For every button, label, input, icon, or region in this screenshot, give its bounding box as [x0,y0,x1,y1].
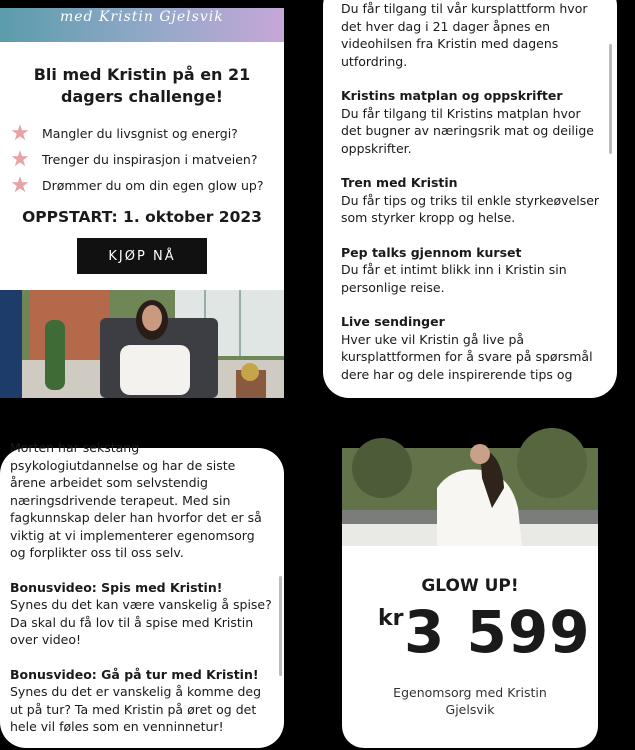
content-section [341,174,605,227]
package-description: Egenomsorg med Kristin Gjelsvik [393,685,547,717]
package-title: GLOW UP! [421,576,519,596]
section-title: Bonusvideo: Gå på tur med Kristin! [10,666,259,682]
benefit-text: Mangler du livsgnist og energi? [42,125,238,141]
section-title: Kristins matplan og oppskrifter [341,88,563,103]
course-intro: Du får tilgang til vår kursplattform hvor det hver dag i 21 dager åpnes en videohilsen fra Kristin med dagens utfordring. [341,1,588,69]
benefit-text: Trenger du inspirasjon i matveien? [42,151,258,167]
section-title: Tren med Kristin [341,175,458,190]
list-item [6,172,284,198]
content-section [341,87,605,157]
star-icon: ★ [10,120,30,146]
price-amount: 3 599 [404,598,591,666]
brand-banner [0,8,284,42]
content-section [10,666,272,736]
section-body: Du får et intimt blikk inn i Kristin sin personlige reise. [341,262,567,295]
section-body: Synes du det kan være vanskelig å spise? Da skal du få lov til å spise med Kristin over video! [10,597,272,647]
section-title: Pep talks gjennom kurset [341,244,522,260]
bonus-content-scroll[interactable] [0,439,284,736]
content-section [341,244,605,297]
expert-intro-top: Morten har sekstang [10,440,140,455]
list-item [6,146,284,172]
section-body: Du får tips og triks til enkle styrkeøvelser som styrker kropp og helse. [341,192,600,225]
photo-illustration [0,290,284,398]
price [342,598,598,670]
course-content-card[interactable] [323,0,617,398]
section-body: Du får tilgang til Kristins matplan hvor det bugner av næringsrik mat og deilige oppskrifter. [341,105,594,156]
challenge-heading: Bli med Kristin på en 21 dagers challenge! [33,65,251,106]
brand-script-text: med Kristin Gjelsvik [60,9,224,25]
expert-intro-text: psykologiutdannelse og har de siste årene arbeidet som selvstendig næringsdrivende terapeut. Med sin fagkunnskap deler han hvorfor det er så viktig at vi implementerer egenomsorg og forplikter oss til oss selv. [10,457,262,560]
scrollbar[interactable] [609,44,612,154]
kristin-photo [0,290,284,398]
bonus-content-card[interactable] [0,440,284,748]
course-content-scroll[interactable] [323,0,617,383]
star-icon: ★ [10,146,30,172]
scrollbar[interactable] [279,576,282,676]
section-body: Hver uke vil Kristin gå live på kursplattformen for å svare på spørsmål dere har og dele inspirerende tips og [341,331,593,382]
content-section [10,579,272,649]
pricing-card [342,448,598,748]
section-body: Synes du det er vanskelig å komme deg ut på tur? Ta med Kristin på øret og det hele vil føles som en venninnetur! [10,684,262,734]
buy-now-button[interactable]: KJØP NÅ [77,238,207,274]
section-title: Bonusvideo: Spis med Kristin! [10,579,223,595]
currency-label: kr [378,606,404,631]
benefit-text: Drømmer du om din egen glow up? [42,177,264,193]
benefit-list [0,120,284,198]
expert-intro [10,439,272,562]
content-section [341,313,605,383]
challenge-intro-card [0,8,284,398]
star-icon: ★ [10,172,30,198]
list-item [6,120,284,146]
start-date: OPPSTART: 1. oktober 2023 [22,208,262,226]
photo-illustration [342,448,598,546]
section-title: Live sendinger [341,314,445,329]
kristin-photo [342,448,598,546]
